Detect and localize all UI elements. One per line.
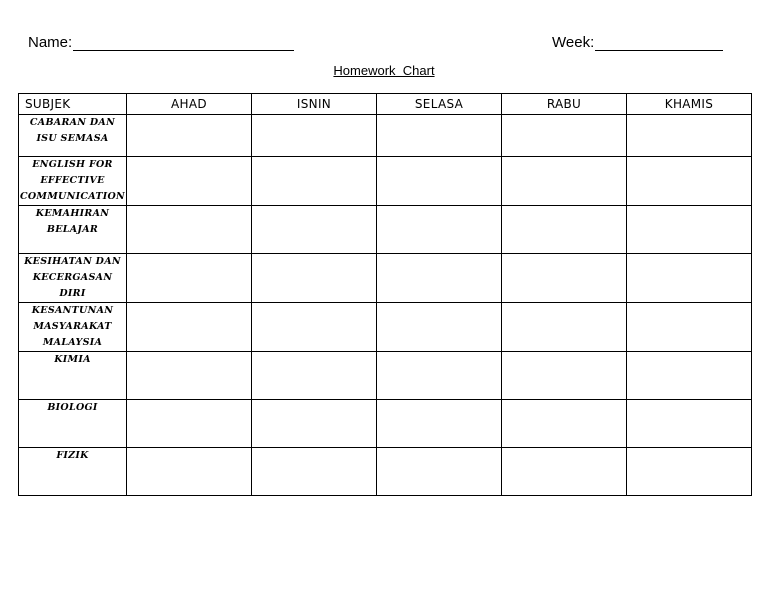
homework-cell-selasa[interactable] [377,115,502,157]
homework-cell-khamis[interactable] [627,157,752,206]
homework-cell-isnin[interactable] [252,206,377,254]
name-blank-line[interactable] [73,35,294,51]
name-label: Name: [28,34,73,51]
homework-cell-isnin[interactable] [252,254,377,303]
homework-cell-isnin[interactable] [252,400,377,448]
homework-cell-selasa[interactable] [377,254,502,303]
homework-cell-ahad[interactable] [127,400,252,448]
homework-cell-khamis[interactable] [627,303,752,352]
homework-cell-rabu[interactable] [502,206,627,254]
homework-cell-isnin[interactable] [252,157,377,206]
homework-cell-rabu[interactable] [502,303,627,352]
homework-cell-khamis[interactable] [627,206,752,254]
homework-cell-khamis[interactable] [627,115,752,157]
week-label: Week: [552,34,595,51]
homework-cell-rabu[interactable] [502,448,627,496]
column-header-isnin: ISNIN [252,94,377,115]
subject-label-line: COMMUNICATION [19,191,126,202]
subject-cell [19,352,127,400]
column-header-khamis: KHAMIS [627,94,752,115]
homework-cell-ahad[interactable] [127,352,252,400]
subject-label-line: KECERGASAN [32,272,113,283]
homework-cell-ahad[interactable] [127,115,252,157]
homework-cell-khamis[interactable] [627,448,752,496]
table-row [19,115,752,157]
subject-label-line: MALAYSIA [42,337,103,348]
homework-cell-selasa[interactable] [377,157,502,206]
subject-label-line: KIMIA [54,354,91,365]
subject-label-line: ISU SEMASA [36,133,109,144]
homework-cell-rabu[interactable] [502,400,627,448]
subject-cell [19,400,127,448]
homework-cell-isnin[interactable] [252,352,377,400]
subject-label-line: KESANTUNAN [31,305,114,316]
table-row [19,352,752,400]
table-row [19,206,752,254]
subject-label-line: BIOLOGI [47,402,98,413]
subject-label-line: KEMAHIRAN [35,208,110,219]
homework-cell-khamis[interactable] [627,400,752,448]
subject-cell [19,448,127,496]
homework-cell-ahad[interactable] [127,254,252,303]
homework-cell-rabu[interactable] [502,254,627,303]
homework-cell-khamis[interactable] [627,254,752,303]
subject-label-line: BELAJAR [46,224,99,235]
subject-label-line: FIZIK [56,450,89,461]
table-body [19,115,752,496]
column-header-selasa: SELASA [377,94,502,115]
subject-label-line: MASYARAKAT [33,321,112,332]
homework-cell-ahad[interactable] [127,157,252,206]
subject-label-line: KESIHATAN DAN [24,256,121,267]
homework-cell-ahad[interactable] [127,303,252,352]
homework-cell-ahad[interactable] [127,448,252,496]
week-field[interactable] [552,34,723,51]
homework-cell-isnin[interactable] [252,448,377,496]
homework-cell-khamis[interactable] [627,352,752,400]
homework-cell-selasa[interactable] [377,206,502,254]
header-row [19,94,752,115]
homework-cell-rabu[interactable] [502,157,627,206]
homework-cell-isnin[interactable] [252,303,377,352]
homework-cell-ahad[interactable] [127,206,252,254]
table-row [19,157,752,206]
subject-cell [19,157,127,206]
subject-label-line: ENGLISH FOR [32,159,113,170]
table-row [19,448,752,496]
column-header-subjek: SUBJEK [19,94,127,115]
subject-cell [19,254,127,303]
homework-cell-isnin[interactable] [252,115,377,157]
subject-cell [19,206,127,254]
table-row [19,303,752,352]
table-row [19,400,752,448]
homework-cell-selasa[interactable] [377,303,502,352]
homework-cell-rabu[interactable] [502,352,627,400]
homework-cell-selasa[interactable] [377,352,502,400]
homework-table [18,93,752,496]
subject-label-line: DIRI [59,288,86,299]
name-field[interactable] [28,34,294,51]
table-row [19,254,752,303]
column-header-rabu: RABU [502,94,627,115]
subject-cell [19,115,127,157]
homework-cell-rabu[interactable] [502,115,627,157]
subject-label-line: EFFECTIVE [40,175,105,186]
subject-cell [19,303,127,352]
column-header-ahad: AHAD [127,94,252,115]
homework-cell-selasa[interactable] [377,400,502,448]
subject-label-line: CABARAN DAN [29,117,116,128]
week-blank-line[interactable] [595,35,723,51]
homework-cell-selasa[interactable] [377,448,502,496]
chart-title: Homework Chart [333,63,435,78]
